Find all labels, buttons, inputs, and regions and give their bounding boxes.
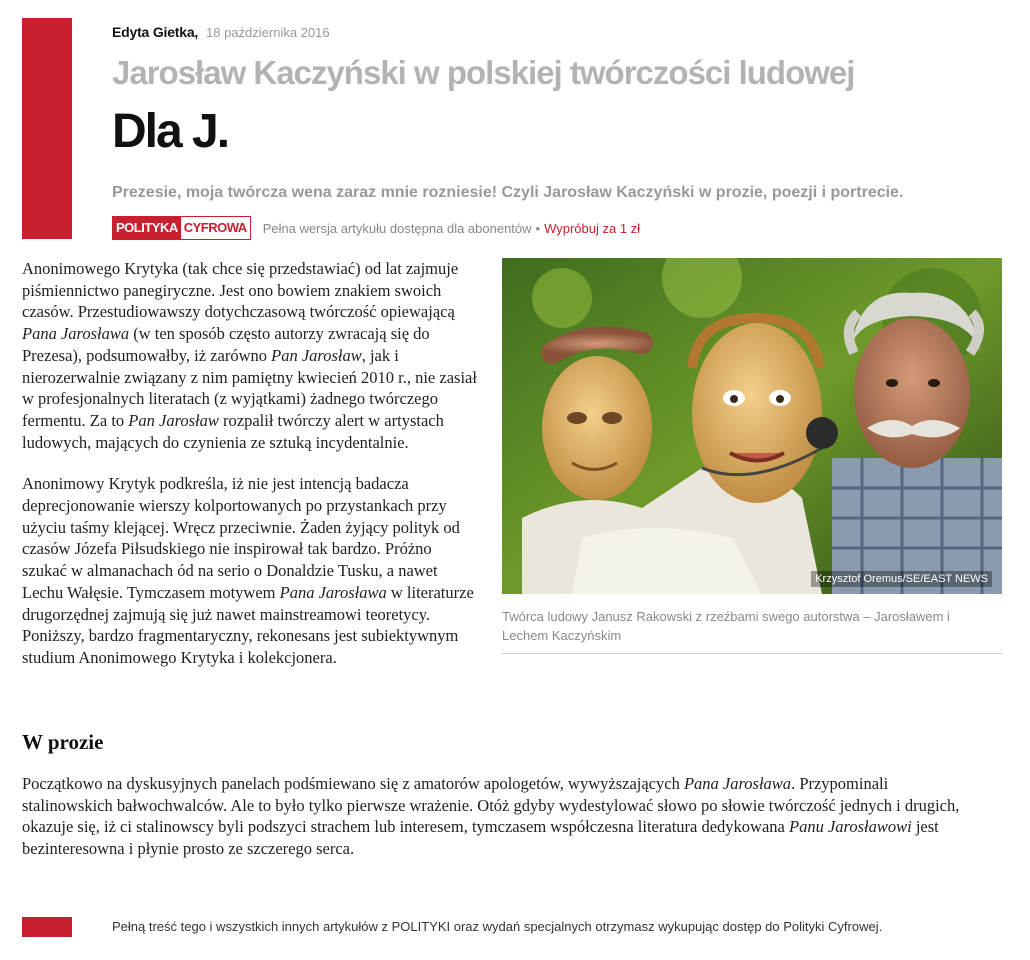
logo-right: CYFROWA [183, 220, 247, 235]
polityka-cyfrowa-logo[interactable] [112, 216, 251, 240]
text-run: , jak i nierozerwalnie związany z nim pamiętny kwiecień 2010 r., nie zasiał w profesjonalnych literatach (z wyjątkami) żadnego twórczego fermentu. Za to [22, 345, 477, 430]
text-run: . Przypominali stalinowskich bałwochwalców. Ale to było tylko pierwsze wrażenie. Otóż gdyby wydestylować słowo po słowie twórczość jednych i drugich, okazuje się, iż ci stalinowscy byli podszyci strachem lub interesem, tymczasem współczesna literatura dedykowana [22, 774, 960, 837]
section-heading: W prozie [22, 730, 104, 754]
subscription-promo [112, 216, 640, 240]
page-title: Dla J. [112, 105, 229, 158]
byline [112, 24, 330, 40]
text-run: Anonimowy Krytyk podkreśla, iż nie jest intencją badacza deprecjonowanie wierszy kolportowanych po przystankach przy użyciu taśmy klejącej. Wręcz przeciwnie. Żaden żyjący polityk od czasów Józefa Piłsudskiego nie inspirował tak bardzo. Próżno szukać w almanachach ód na serio o Donaldzie Tusku, a nawet Lechu Wałęsie. Tymczasem motywem [22, 474, 460, 602]
italic-run: Panu Jarosławowi [789, 817, 912, 837]
caption-divider [502, 653, 1002, 654]
try-for-1zl-link[interactable]: Wypróbuj za 1 zł [544, 220, 641, 236]
footer-paywall-text: Pełną treść tego i wszystkich innych artykułów z POLITYKI oraz wydań specjalnych otrzymasz wykupując dostęp do Polityki Cyfrowej. [112, 919, 883, 934]
publish-date: 18 października 2016 [206, 25, 330, 40]
article-kicker: Jarosław Kaczyński w polskiej twórczości ludowej [112, 54, 855, 91]
photo-caption: Twórca ludowy Janusz Rakowski z rzeźbami swego autorstwa – Jarosławem i Lechem Kaczyńskim [502, 609, 950, 643]
italic-run: Pan Jarosław [271, 345, 362, 365]
text-run: Anonimowego Krytyka (tak chce się przedstawiać) od lat zajmuje piśmiennictwo panegiryczne. Jest ono bowiem znakiem swoich czasów. Przestudiowawszy dotychczasową twórczość opiewającą [22, 259, 459, 322]
footer-red-bar [22, 917, 72, 937]
author-name[interactable]: Edyta Gietka, [112, 24, 199, 40]
paragraph-2 [22, 473, 477, 668]
article-photo[interactable] [502, 258, 1002, 594]
photo-credit: Krzysztof Oremus/SE/EAST NEWS [811, 571, 992, 587]
italic-run: Pana Jarosława [22, 324, 130, 344]
text-run: (w ten sposób często autorzy zwracają się do Prezesa), podsumowałby, iż zarówno [22, 324, 430, 365]
section-paragraph [22, 773, 982, 860]
text-run: Początkowo na dyskusyjnych panelach podśmiewano się z amatorów apologetów, wywyższających [22, 774, 684, 793]
promo-separator: • [535, 220, 541, 236]
paragraph-1 [22, 258, 477, 453]
italic-run: Pan Jarosław [128, 410, 219, 430]
italic-run: Pana Jarosława [683, 774, 792, 793]
text-run: w literaturze drugorzędnej zajmują się już nawet mainstreamowi teoretycy. Poniższy, bardzo fragmentaryczny, rekonesans jest subiektywnym studium Anonimowego Krytyka i kolekcjonera. [22, 582, 474, 667]
text-run: rozpalił twórczy alert w artystach ludowych, mających do czynienia ze sztuką incydentalnie. [22, 410, 444, 452]
sculpture-photo-illustration [502, 258, 1002, 594]
text-run: jest bezinteresowna i płynie prosto ze szczerego serca. [22, 817, 939, 859]
article-lead: Prezesie, moja twórcza wena zaraz mnie rozniesie! Czyli Jarosław Kaczyński w prozie, poezji i portrecie. [112, 184, 904, 201]
promo-text: Pełna wersja artykułu dostępna dla abonentów [262, 220, 532, 236]
logo-left: POLITYKA [113, 217, 181, 239]
article-body [22, 258, 477, 689]
italic-run: Pana Jarosława [279, 582, 387, 602]
red-accent-bar [22, 18, 72, 239]
